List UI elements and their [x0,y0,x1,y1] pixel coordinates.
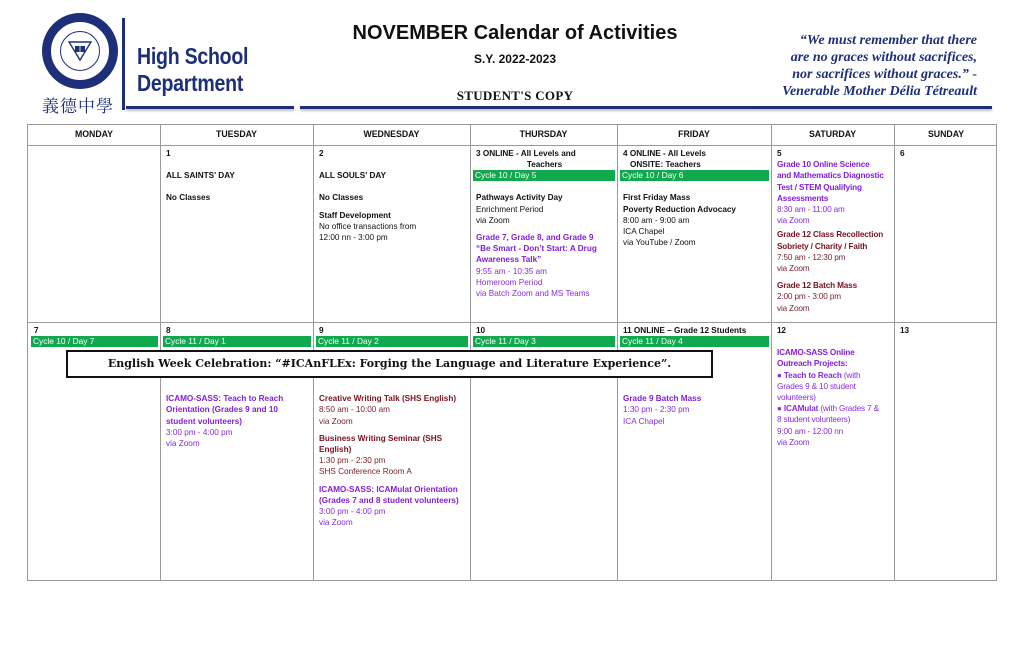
event-time: 8:30 am - 11:00 am [777,205,845,215]
event-title: ICAMO-SASS: ICAMulat Orientation [319,484,458,494]
event-title: “Be Smart - Don’t Start: A Drug [476,244,597,254]
event-title: First Friday Mass [623,193,691,203]
day-cell-nov-10 [471,323,617,347]
event-title: and Mathematics Diagnostic [777,171,884,181]
day-header: 11 ONLINE – Grade 12 Students [623,326,747,335]
event-title: Test / STEM Qualifying [777,182,862,192]
grid-line [894,125,895,580]
quote-attribution: Venerable Mother Délia Tétreault [782,84,977,99]
event-via: via Zoom [777,303,810,313]
no-classes-label: No Classes [166,193,211,203]
no-classes-label: No Classes [319,193,364,203]
cycle-day-badge: Cycle 10 / Day 7 [31,336,158,347]
day-header: 4 ONLINE - All Levels [623,149,706,158]
day-cell-nov-1 [161,146,313,204]
day-number: 6 [900,149,905,158]
item-detail: (with [841,370,861,380]
day-cell-empty [28,146,160,322]
event-title: ICAMO-SASS Online [777,348,855,358]
item-detail: (with Grades 7 & [818,404,879,414]
weekday-header-monday: MONDAY [74,129,114,140]
quote-line: “We must remember that there [799,33,977,48]
cycle-day-badge: Cycle 10 / Day 6 [620,170,769,181]
outreach-item-icamulat [777,403,890,414]
header-rule-left [126,106,294,109]
holiday-label: ALL SAINTS' DAY [166,171,235,181]
header-rule-right [760,106,992,109]
cycle-day-badge: Cycle 11 / Day 3 [473,336,615,347]
day-cell-nov-5 [772,146,894,314]
event-title: Grade 10 Online Science [777,160,870,170]
quote-line: nor sacrifices without graces.” - [792,67,977,82]
day-header-cont: Teachers [526,160,563,170]
event-via: via Zoom [777,264,810,274]
header-rule-center [300,106,760,109]
event-title: Orientation (Grades 9 and 10 [166,405,278,415]
copy-label: STUDENT'S COPY [456,88,574,103]
holiday-label: ALL SOULS' DAY [319,171,387,181]
event-title: Outreach Projects: [777,359,848,369]
day-number: 5 [777,149,782,158]
weekday-header-sunday: SUNDAY [927,129,965,140]
event-time: 9:55 am - 10:35 am [476,266,547,276]
event-time: 3:00 pm - 4:00 pm [319,507,386,517]
weekday-header-wednesday: WEDNESDAY [363,129,420,140]
event-via: via Zoom [777,437,810,447]
cycle-day-badge: Cycle 11 / Day 4 [620,336,769,347]
day-cell-nov-8 [161,323,313,449]
event-title: Grade 12 Class Recollection [777,230,884,240]
event-via: via Zoom [319,518,353,528]
day-number: 7 [34,326,39,335]
event-title: Staff Development [319,210,391,220]
event-time: 8:50 am - 10:00 am [319,405,390,415]
event-title: student volunteers) [166,416,242,426]
event-via: via YouTube / Zoom [623,238,696,248]
event-via: via Zoom [319,416,353,426]
event-title: Grade 7, Grade 8, and Grade 9 [476,233,594,243]
day-header: 3 ONLINE - All Levels and [476,149,576,158]
weekday-header-thursday: THURSDAY [519,129,568,140]
item-detail: volunteers) [777,393,816,403]
department-line-2: Department [137,70,244,96]
weekday-header-saturday: SATURDAY [808,129,857,140]
school-seal-logo [42,13,118,89]
cycle-day-badge: Cycle 10 / Day 5 [473,170,615,181]
day-number: 10 [476,326,486,335]
day-cell-nov-4 [618,146,771,248]
day-number: 2 [319,149,324,158]
founder-quote [745,32,977,100]
day-number: 9 [319,326,324,335]
event-time: 7:50 am - 12:30 pm [777,252,846,262]
event-via: via Zoom [476,215,510,225]
event-title: Sobriety / Charity / Faith [777,241,868,251]
day-header-cont: ONSITE: Teachers [630,160,701,170]
department-line-1: High School [137,43,249,69]
event-detail: No office transactions from [319,221,417,231]
english-week-banner: English Week Celebration: “#ICAnFLEx: Forging the Language and Literature Experience”. [66,350,713,378]
event-title: Business Writing Seminar (SHS [319,433,443,443]
event-venue: ICA Chapel [623,227,665,237]
event-via: via Batch Zoom and MS Teams [476,289,590,299]
department-name [137,43,248,97]
event-venue: ICA Chapel [623,416,665,426]
event-time: 3:00 pm - 4:00 pm [166,427,233,437]
title-month: NOVEMBER [352,22,469,44]
school-year: S.Y. 2022-2023 [473,52,557,66]
event-time: 9:00 am - 12:00 nn [777,426,844,436]
day-cell-nov-2 [314,146,470,243]
event-detail: Homeroom Period [476,277,543,287]
header-divider [122,18,125,110]
event-time: 2:00 pm - 3:00 pm [777,292,841,302]
outreach-item-teach-to-reach [777,370,890,381]
event-time: 1:30 pm - 2:30 pm [319,456,386,466]
event-venue: SHS Conference Room A [319,467,412,477]
weekday-header-tuesday: TUESDAY [216,129,257,140]
event-title: Assessments [777,193,829,203]
event-time: 12:00 nn - 3:00 pm [319,233,388,243]
seal-ring [49,20,111,82]
cycle-day-badge: Cycle 11 / Day 2 [316,336,468,347]
day-cell-nov-7 [29,323,160,347]
event-title: Grade 9 Batch Mass [623,394,702,404]
event-via: via Zoom [166,439,200,449]
event-detail: Enrichment Period [476,204,544,214]
book-emblem-icon [67,40,93,62]
event-time: 8:00 am - 9:00 am [623,215,690,225]
event-time: 1:30 pm - 2:30 pm [623,405,690,415]
page-title [300,22,730,45]
day-cell-nov-3 [471,146,617,299]
day-number: 13 [900,326,910,335]
event-title: Creative Writing Talk (SHS English) [319,394,457,404]
event-title: English) [319,445,352,455]
day-number: 1 [166,149,171,158]
item-name: ● ICAMulat [777,404,819,414]
event-title: Pathways Activity Day [476,193,563,203]
day-number: 12 [777,326,786,335]
day-number: 8 [166,326,171,335]
event-title: Awareness Talk” [476,255,542,265]
day-cell-nov-12 [772,323,894,448]
event-via: via Zoom [777,216,810,226]
day-cell-nov-6 [895,146,998,159]
item-name: ● Teach to Reach [777,370,842,380]
cycle-day-badge: Cycle 11 / Day 1 [163,336,311,347]
event-title: (Grades 7 and 8 student volunteers) [319,495,459,505]
event-title: Grade 12 Batch Mass [777,281,857,291]
day-cell-nov-13 [895,323,998,336]
event-title: ICAMO-SASS: Teach to Reach [166,394,284,404]
seal-emblem-icon [60,31,100,71]
event-title: Poverty Reduction Advocacy [623,204,736,214]
weekday-header-friday: FRIDAY [678,129,710,140]
quote-line: are no graces without sacrifices, [790,50,977,65]
title-rest: Calendar of Activities [473,22,678,44]
school-chinese-name: 義德中學 [42,97,114,117]
item-detail: Grades 9 & 10 student [777,381,856,391]
item-detail: 8 student volunteers) [777,415,851,425]
